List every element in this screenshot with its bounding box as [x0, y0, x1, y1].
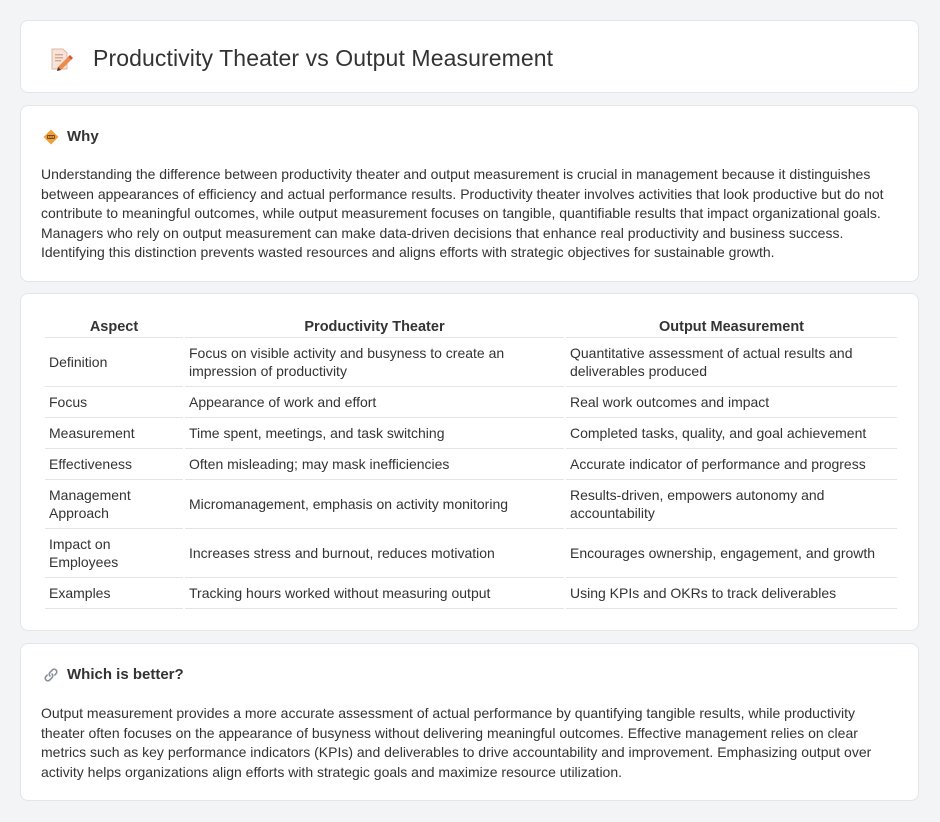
- better-header: [43, 666, 184, 683]
- cell-output: Accurate indicator of performance and progress: [566, 449, 897, 480]
- diamond-warning-icon: [43, 129, 59, 145]
- cell-output: Results-driven, empowers autonomy and accountability: [566, 480, 897, 529]
- table-row: [45, 529, 897, 578]
- table-row: [45, 449, 897, 480]
- table-row: [45, 418, 897, 449]
- title-row: [47, 45, 553, 72]
- why-heading: Why: [67, 128, 99, 145]
- cell-aspect: Focus: [45, 387, 183, 418]
- comparison-section: [20, 293, 919, 631]
- better-heading: Which is better?: [67, 666, 184, 683]
- cell-aspect: Definition: [45, 338, 183, 387]
- cell-theater: Time spent, meetings, and task switching: [185, 418, 564, 449]
- comparison-table: [43, 316, 899, 609]
- cell-output: Quantitative assessment of actual results and deliverables produced: [566, 338, 897, 387]
- cell-aspect: Effectiveness: [45, 449, 183, 480]
- cell-theater: Often misleading; may mask inefficiencies: [185, 449, 564, 480]
- table-row: [45, 480, 897, 529]
- better-paragraph: Output measurement provides a more accurate assessment of actual performance by quantifying tangible results, while productivity theater often focuses on the appearance of busyness without delivering meaningful outcomes. Effective management relies on clear metrics such as key performance indicators (KPIs) and deliverables to drive accountability and improvement. Emphasizing output over activity helps organizations align efforts with strategic goals and maximize resource utilization.: [41, 705, 872, 780]
- why-paragraph: Understanding the difference between productivity theater and output measurement is crucial in management because it distinguishes between appearances of efficiency and actual performance results. Productivity theater involves activities that look productive but do not contribute to meaningful outcomes, while output measurement focuses on tangible, quantifiable results that impact organizational goals. Managers who rely on output measurement can make data-driven decisions that enhance real productivity and business success. Identifying this distinction prevents wasted resources and aligns efforts with strategic objectives for sustainable growth.: [41, 166, 884, 260]
- cell-aspect: Examples: [45, 578, 183, 609]
- cell-aspect: Impact on Employees: [45, 529, 183, 578]
- cell-theater: Tracking hours worked without measuring output: [185, 578, 564, 609]
- table-row: [45, 578, 897, 609]
- cell-output: Using KPIs and OKRs to track deliverables: [566, 578, 897, 609]
- header-output-measurement: Output Measurement: [566, 316, 897, 338]
- table-row: [45, 387, 897, 418]
- cell-theater: Focus on visible activity and busyness to create an impression of productivity: [185, 338, 564, 387]
- cell-aspect: Measurement: [45, 418, 183, 449]
- page-title: Productivity Theater vs Output Measurement: [93, 45, 554, 71]
- cell-output: Encourages ownership, engagement, and growth: [566, 529, 897, 578]
- header-productivity-theater: Productivity Theater: [185, 316, 564, 338]
- table-row: [45, 338, 897, 387]
- table-header-row: [45, 316, 897, 338]
- cell-theater: Micromanagement, emphasis on activity monitoring: [185, 480, 564, 529]
- cell-theater: Increases stress and burnout, reduces motivation: [185, 529, 564, 578]
- why-header: [43, 128, 99, 145]
- title-card: [20, 20, 919, 93]
- cell-aspect: Management Approach: [45, 480, 183, 529]
- document-pencil-icon: [47, 46, 73, 72]
- link-icon: [43, 667, 59, 683]
- why-section: [20, 105, 919, 282]
- header-aspect: Aspect: [45, 316, 183, 338]
- cell-output: Completed tasks, quality, and goal achievement: [566, 418, 897, 449]
- cell-theater: Appearance of work and effort: [185, 387, 564, 418]
- cell-output: Real work outcomes and impact: [566, 387, 897, 418]
- which-is-better-section: [20, 643, 919, 801]
